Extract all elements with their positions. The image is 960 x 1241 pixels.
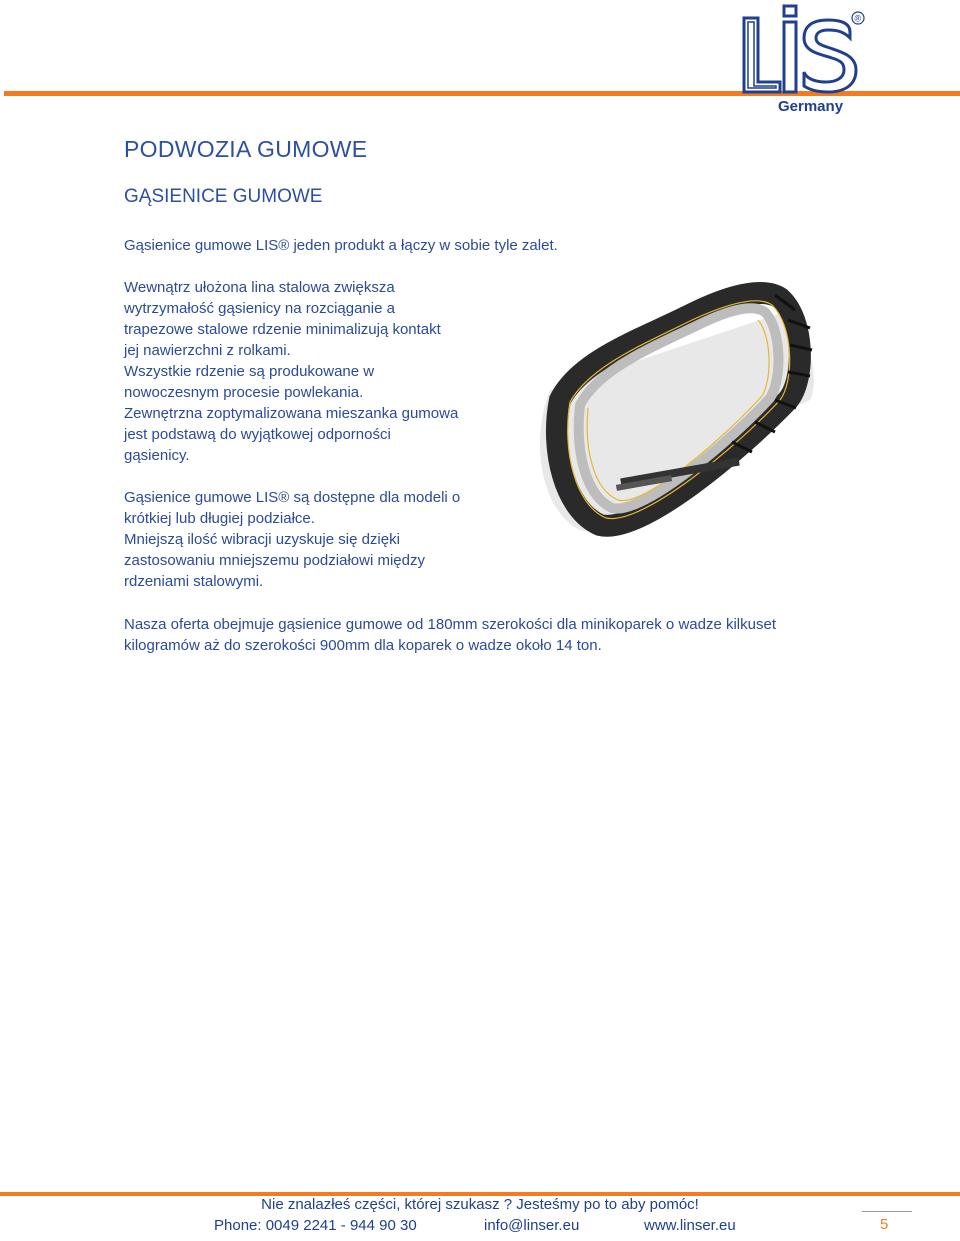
text-line: gąsienicy.: [124, 447, 190, 464]
logo-country-label: Germany: [778, 98, 844, 115]
text-line: trapezowe stalowe rdzenie minimalizują kontakt: [124, 321, 441, 338]
footer-help-text: Nie znalazłeś części, której szukasz ? Jesteśmy po to aby pomóc!: [261, 1196, 699, 1213]
text-line: Zewnętrzna zoptymalizowana mieszanka gumowa: [124, 405, 459, 422]
text-line: kilogramów aż do szerokości 900mm dla koparek o wadze około 14 ton.: [124, 637, 602, 654]
footer-website-link[interactable]: www.linser.eu: [644, 1217, 736, 1234]
text-line: jest podstawą do wyjątkowej odporności: [124, 426, 391, 443]
text-line: rdzeniami stalowymi.: [124, 573, 264, 590]
lis-germany-logo: [740, 2, 870, 120]
lis-logo-icon: [740, 2, 870, 102]
text-line: Nasza oferta obejmuje gąsienice gumowe od 180mm szerokości dla minikoparek o wadze kilkuset: [124, 616, 776, 633]
text-line: nowoczesnym procesie powlekania.: [124, 384, 364, 401]
description-block-2: [124, 487, 504, 592]
page-number-rule: [862, 1211, 912, 1212]
text-line: Gąsienice gumowe LIS® są dostępne dla modeli o: [124, 489, 461, 506]
offer-paragraph: [124, 614, 844, 656]
text-line: wytrzymałość gąsienicy na rozciąganie a: [124, 300, 395, 317]
description-block-1: [124, 277, 504, 466]
text-line: zastosowaniu mniejszemu podziałowi między: [124, 552, 425, 569]
logo-registered-mark: ®: [854, 13, 862, 24]
page-title: PODWOZIA GUMOWE: [124, 136, 368, 162]
text-line: Wszystkie rdzenie są produkowane w: [124, 363, 375, 380]
section-title: GĄSIENICE GUMOWE: [124, 186, 323, 207]
intro-paragraph: Gąsienice gumowe LIS® jeden produkt a łączy w sobie tyle zalet.: [124, 237, 558, 254]
footer-email-link[interactable]: info@linser.eu: [484, 1217, 580, 1234]
text-line: jej nawierzchni z rolkami.: [124, 342, 291, 359]
footer-phone: Phone: 0049 2241 - 944 90 30: [214, 1217, 417, 1234]
text-line: Wewnątrz ułożona lina stalowa zwiększa: [124, 279, 395, 296]
text-line: krótkiej lub długiej podziałce.: [124, 510, 315, 527]
text-line: Mniejszą ilość wibracji uzyskuje się dzięki: [124, 531, 400, 548]
rubber-track-image: [520, 280, 820, 560]
page-number: 5: [880, 1216, 889, 1233]
